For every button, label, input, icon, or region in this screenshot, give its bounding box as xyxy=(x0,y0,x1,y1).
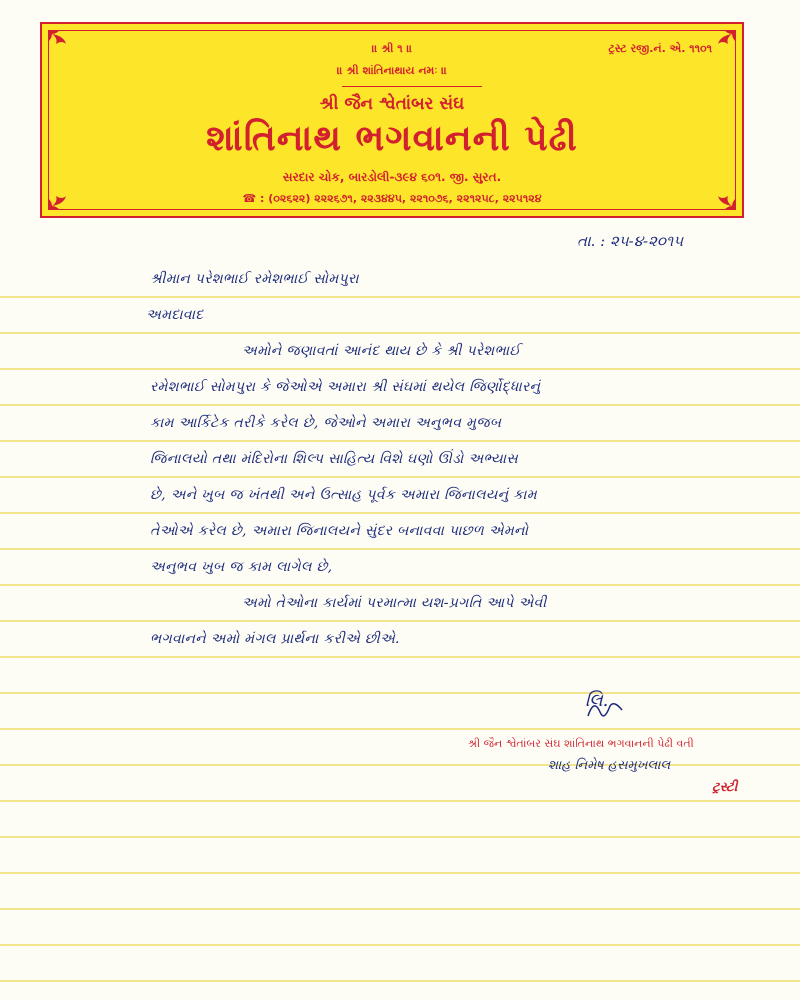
signatory-name: શાહ નિમેષ હસમુખલાલ xyxy=(548,758,671,773)
salutation: શ્રીમાન પરેશભાઈ રમેશભાઈ સોમપુરા xyxy=(150,271,359,287)
shri-invocation: ॥ શ્રી ૧ ॥ xyxy=(371,42,413,55)
body-line: અમોને જણાવતાં આનંદ થાય છે કે શ્રી પરેશભાઈ xyxy=(242,343,521,359)
signature-li: લિ. xyxy=(585,690,609,711)
body-line: ભગવાનને અમો મંગલ પ્રાર્થના કરીએ છીએ. xyxy=(150,631,400,647)
organization-phone: ☎ : (૦૨૬૨૨) ૨૨૨૬૭૧, ૨૨૩૪૪૫, ૨૨૧૦૭૬, ૨૨૧૨૫૮, ૨૨૫૧૨૪ xyxy=(242,192,542,205)
letterhead xyxy=(40,22,744,218)
organization-name: શાંતિનાથ ભગવાનની પેઢી xyxy=(206,118,578,159)
shantinath-invocation: ॥ શ્રી શાંતિનાથાય નમઃ ॥ xyxy=(336,64,448,77)
body-line: કામ આર્કિટેક તરીકે કરેલ છે, જેઓને અમારા અનુભવ મુજબ xyxy=(150,415,502,431)
body-line: તેઓએ કરેલ છે, અમારા જિનાલયને સુંદર બનાવવા પાછળ એમનો xyxy=(150,523,529,539)
trustee-designation: ટ્રસ્ટી xyxy=(712,780,738,795)
body-line: અમો તેઓના કાર્યમાં પરમાત્મા યશ-પ્રગતિ આપે એવી xyxy=(242,595,547,611)
sangh-name: શ્રી જૈન શ્વેતાંબર સંઘ xyxy=(319,94,465,114)
trust-registration: ટ્રસ્ટ રજી.નં. એ. ૧૧૦૧ xyxy=(608,42,712,55)
signature-on-behalf: શ્રી જૈન શ્વેતાંબર સંઘ શાંતિનાથ ભગવાનની પેઢી વતી xyxy=(468,737,694,750)
body-line: જિનાલયો તથા મંદિરોના શિલ્પ સાહિત્ય વિશે ઘણો ઊંડો અભ્યાસ xyxy=(150,451,518,467)
signature-scrawl-icon xyxy=(586,696,626,722)
header-divider xyxy=(342,86,482,87)
organization-address: સરદાર ચોક, બારડોલી-૩૯૪ ૬૦૧. જી. સુરત. xyxy=(282,170,502,184)
body-line: છે, અને ખુબ જ ખંતથી અને ઉત્સાહ પૂર્વક અમારા જિનાલયનું કામ xyxy=(150,487,537,503)
body-line: રમેશભાઈ સોમપુરા કે જેઓએ અમારા શ્રી સંઘમાં થયેલ જિર્ણોદ્ધારનું xyxy=(150,379,541,395)
letter-date: તા. : ૨૫-૪-૨૦૧૫ xyxy=(577,232,684,250)
body-line: અનુભવ ખુબ જ કામ લાગેલ છે, xyxy=(150,559,333,575)
recipient-place: અમદાવાદ xyxy=(146,307,204,323)
